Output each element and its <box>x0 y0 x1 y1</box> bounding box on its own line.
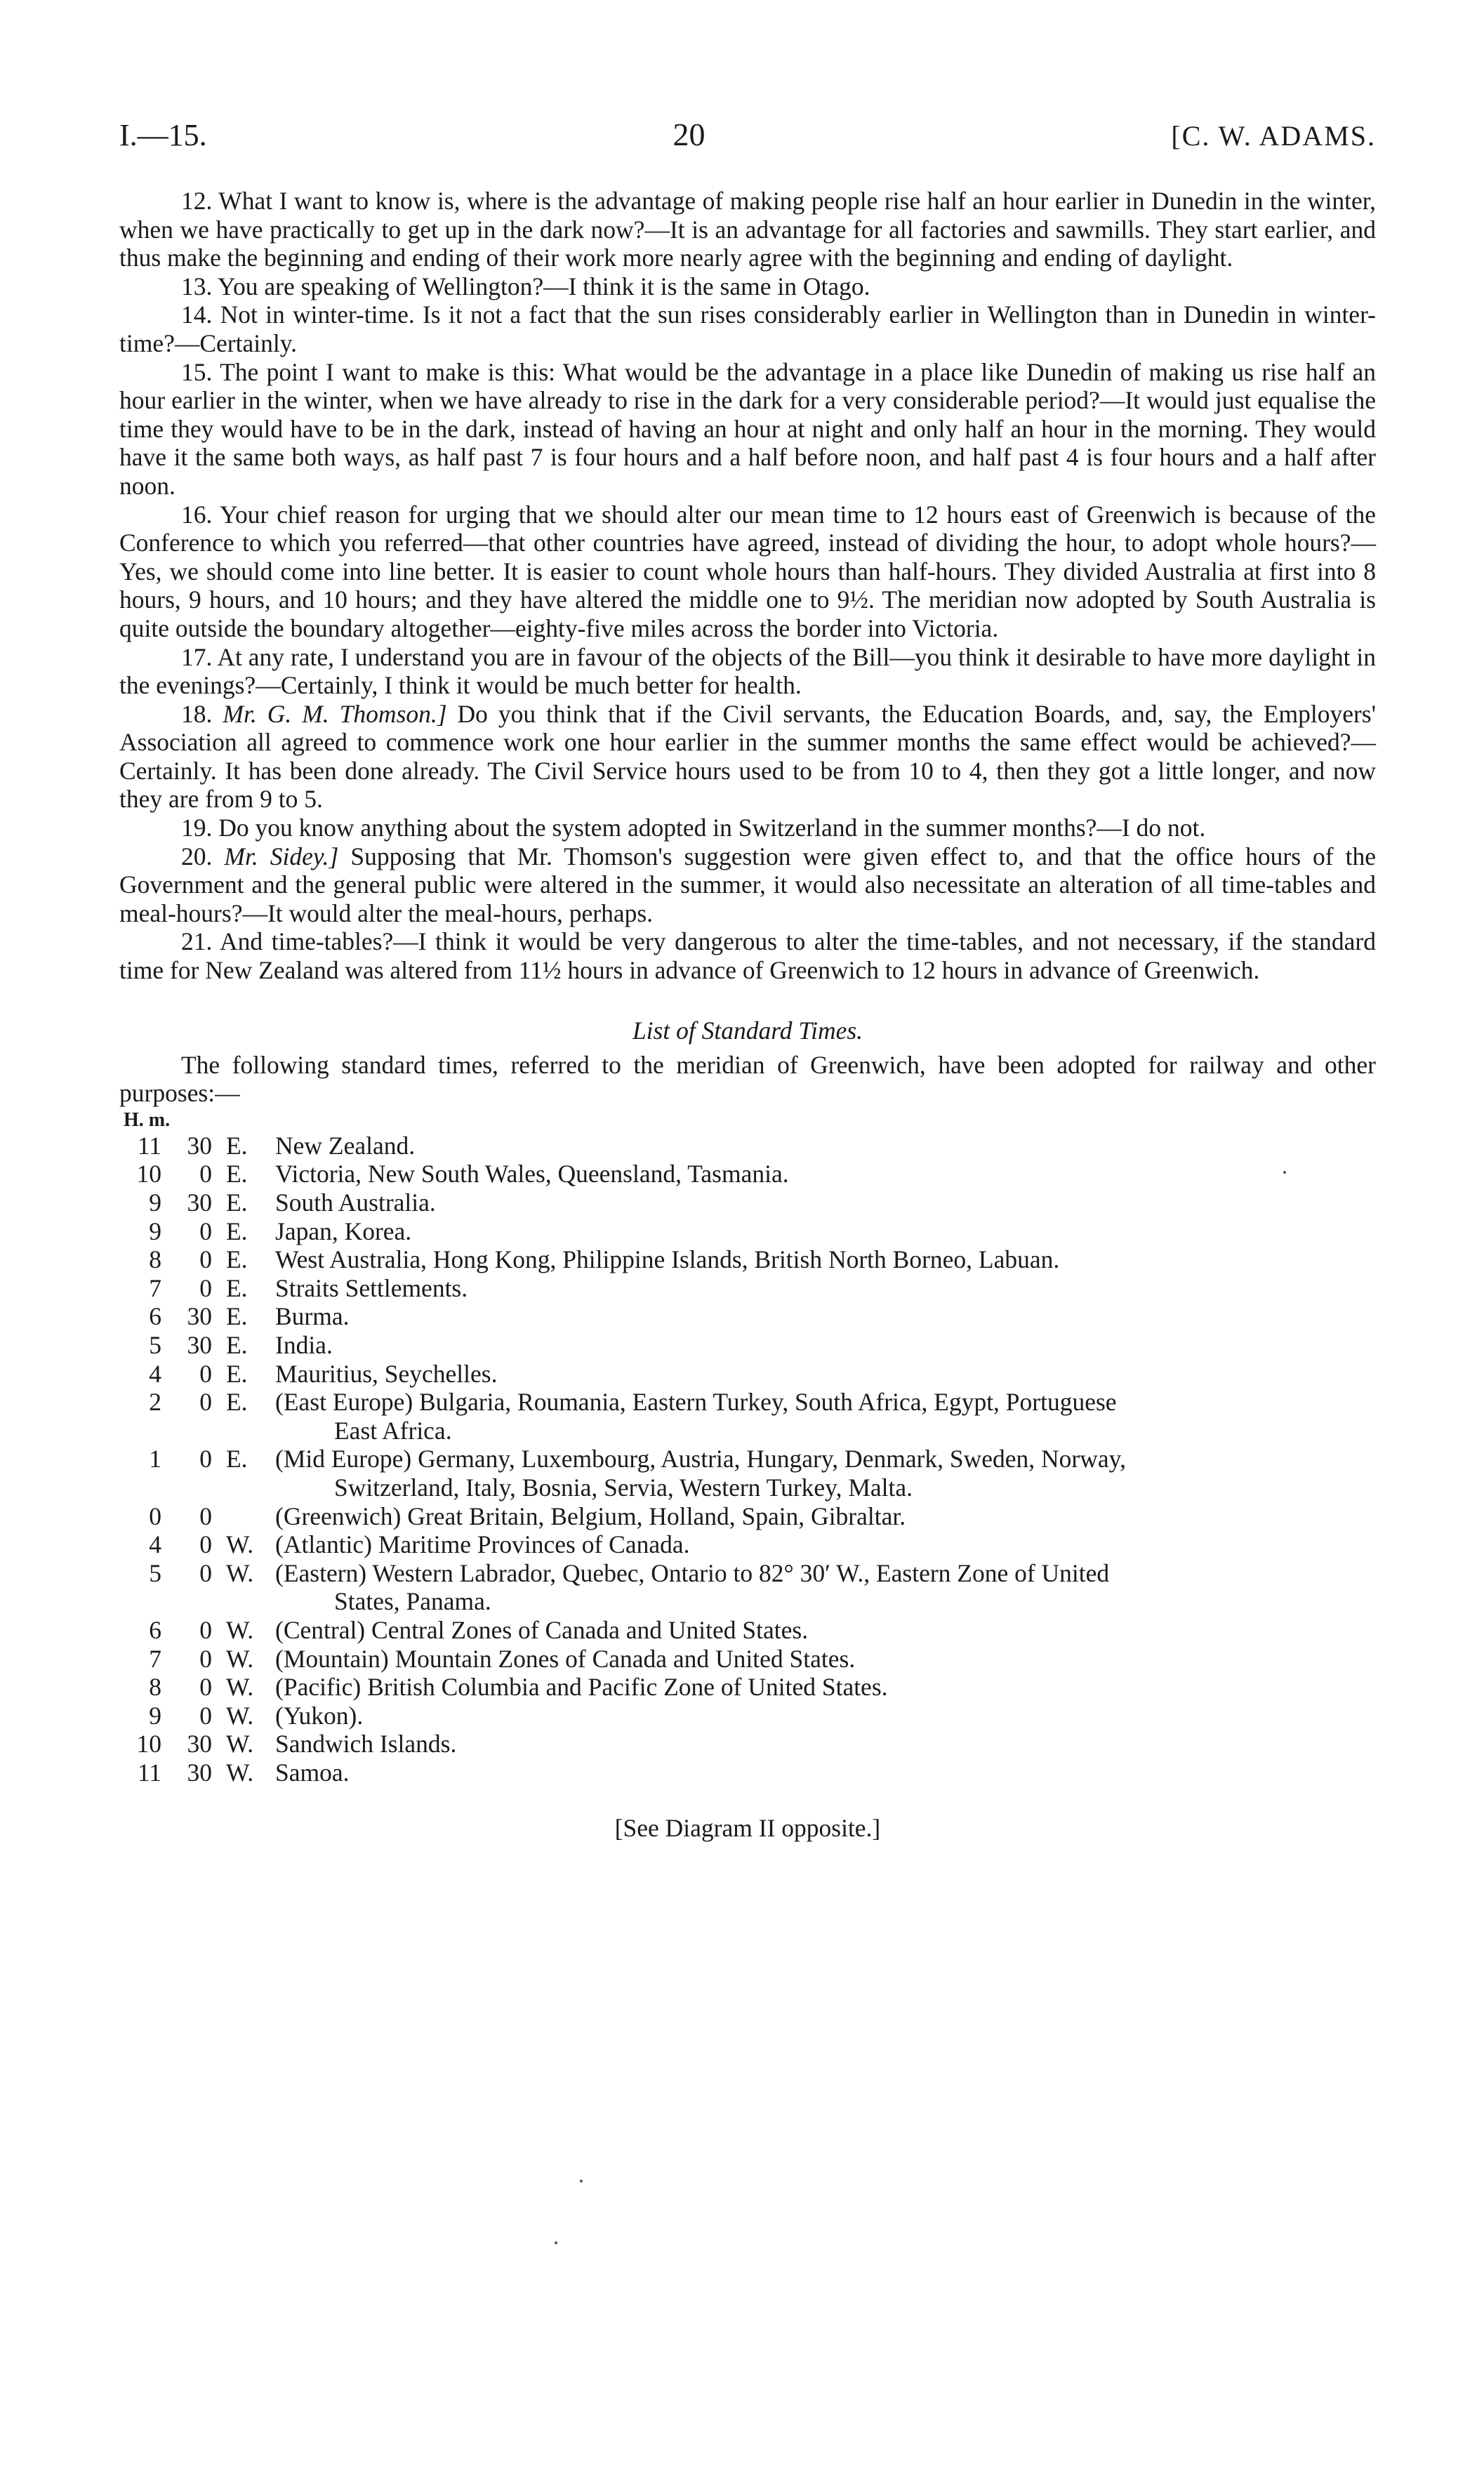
hours-value: 10 <box>136 1160 161 1188</box>
minutes-value: 30 <box>187 1730 212 1758</box>
direction-value: W. <box>226 1558 254 1587</box>
minutes-value: 0 <box>199 1160 212 1188</box>
places-value: (East Europe) Bulgaria, Roumania, Eastern Turkey, South Africa, Egypt, Portuguese <box>275 1388 1117 1417</box>
places-value: India. <box>275 1330 333 1359</box>
places-value: Burma. <box>275 1302 350 1331</box>
row-indent <box>119 1417 275 1445</box>
places-value: (Yukon). <box>275 1701 364 1730</box>
standard-times-table <box>119 1109 1376 1787</box>
places-value: Victoria, New South Wales, Queensland, Tasmania. <box>275 1160 789 1188</box>
direction-value: E. <box>226 1131 248 1160</box>
hours-value: 9 <box>149 1188 161 1217</box>
places-value: (Pacific) British Columbia and Pacific Zone of United States. <box>275 1673 888 1702</box>
hours-value: 11 <box>137 1131 161 1160</box>
table-row <box>119 1132 1376 1160</box>
direction-value: E. <box>226 1302 248 1331</box>
direction-value: E. <box>226 1359 248 1388</box>
witness-name: [C. W. ADAMS. <box>1171 120 1376 152</box>
page-header <box>119 116 1376 153</box>
table-header: H. m. <box>124 1108 171 1131</box>
paragraph-20 <box>119 842 1376 928</box>
hours-value: 6 <box>149 1302 161 1331</box>
hours-value: 8 <box>149 1673 161 1702</box>
minutes-value: 0 <box>199 1273 212 1302</box>
hours-value: 4 <box>149 1359 161 1388</box>
minutes-value: 30 <box>187 1131 212 1160</box>
places-value: (Mountain) Mountain Zones of Canada and United States. <box>275 1644 856 1673</box>
direction-value: W. <box>226 1615 254 1644</box>
paragraph-20-number: 20. <box>181 842 213 870</box>
places-value: (Atlantic) Maritime Provinces of Canada. <box>275 1530 690 1559</box>
hours-value: 9 <box>149 1701 161 1730</box>
table-row <box>119 1730 1376 1758</box>
hours-value: 7 <box>149 1644 161 1673</box>
direction-value: E. <box>226 1245 248 1274</box>
table-row <box>119 1616 1376 1645</box>
hours-value: 7 <box>149 1273 161 1302</box>
places-value: Japan, Korea. <box>275 1217 412 1245</box>
places-value: Sandwich Islands. <box>275 1730 457 1758</box>
direction-value: W. <box>226 1701 254 1730</box>
minutes-value: 0 <box>199 1217 212 1245</box>
row-indent <box>119 1473 275 1502</box>
table-row <box>119 1160 1376 1188</box>
document-reference: I.—15. <box>119 118 207 152</box>
minutes-value: 0 <box>199 1359 212 1388</box>
page-number: 20 <box>673 117 705 152</box>
direction-value: W. <box>226 1673 254 1702</box>
places-value: Samoa. <box>275 1758 350 1787</box>
places-continuation: States, Panama. <box>334 1587 491 1616</box>
places-value: New Zealand. <box>275 1131 416 1160</box>
document-page <box>119 116 1376 1843</box>
print-speck <box>1283 1171 1286 1174</box>
minutes-value: 0 <box>199 1558 212 1587</box>
direction-value: E. <box>226 1217 248 1245</box>
minutes-value: 30 <box>187 1302 212 1331</box>
places-value: South Australia. <box>275 1188 436 1217</box>
speaker-thomson: Mr. G. M. Thomson.] <box>223 699 447 728</box>
direction-value: E. <box>226 1188 248 1217</box>
paragraph-18 <box>119 700 1376 814</box>
direction-value: E. <box>226 1445 248 1473</box>
speaker-sidey: Mr. Sidey.] <box>224 842 339 870</box>
paragraph-18-text: Do you think that if the Civil servants, the Education Boards, and, say, the Employers' Association all agreed to commence work one hour earlier in the summer months the same effect would be achieved?—Certainly. It has been done already. The Civil Service hours used to be from 10 to 4, then they got a little longer, and now they are from 9 to 5. <box>119 699 1376 814</box>
minutes-value: 0 <box>199 1445 212 1473</box>
hours-value: 2 <box>149 1388 161 1417</box>
paragraph-19: 19. Do you know anything about the system adopted in Switzerland in the summer months?—I do not. <box>181 814 1206 842</box>
hours-value: 5 <box>149 1558 161 1587</box>
table-row <box>119 1445 1376 1502</box>
paragraph-14: 14. Not in winter-time. Is it not a fact that the sun rises considerably earlier in Wellington than in Dunedin in winter-time?—Certainly. <box>119 300 1376 357</box>
table-row <box>119 1758 1376 1787</box>
hours-value: 1 <box>149 1445 161 1473</box>
section-title: List of Standard Times. <box>632 1016 863 1045</box>
paragraph-17: 17. At any rate, I understand you are in favour of the objects of the Bill—you think it desirable to have more daylight in the evenings?—Certainly, I think it would be much better for health. <box>119 642 1376 700</box>
paragraph-16: 16. Your chief reason for urging that we should alter our mean time to 12 hours east of Greenwich is because of the Conference to which you referred—that other countries have agreed, instead of dividing the hour, to adopt whole hours?—Yes, we should come into line better. It is easier to count whole hours than half-hours. They divided Australia at first into 8 hours, 9 hours, and 10 hours; and they have altered the middle one to 9½. The meridian now adopted by South Australia is quite outside the boundary altogether—eighty-five miles across the border into Victoria. <box>119 500 1376 642</box>
direction-value: E. <box>226 1273 248 1302</box>
print-speck <box>580 2180 583 2182</box>
places-value: (Eastern) Western Labrador, Quebec, Ontario to 82° 30′ W., Eastern Zone of United <box>275 1558 1110 1587</box>
paragraph-18-number: 18. <box>181 699 213 728</box>
table-row <box>119 1702 1376 1730</box>
minutes-value: 0 <box>199 1644 212 1673</box>
paragraph-15: 15. The point I want to make is this: What would be the advantage in a place like Dunedin of making us rise half an hour earlier in the winter, when we have already to rise in the dark for a very considerable period?—It would just equalise the time they would have to be in the dark, instead of having an hour at night and only half an hour in the morning. They would have it the same both ways, as half past 7 is four hours and a half before noon, and half past 4 is four hours and a half after noon. <box>119 357 1376 500</box>
places-value: Mauritius, Seychelles. <box>275 1359 498 1388</box>
direction-value: E. <box>226 1330 248 1359</box>
paragraph-13: 13. You are speaking of Wellington?—I think it is the same in Otago. <box>181 272 870 300</box>
minutes-value: 0 <box>199 1615 212 1644</box>
places-continuation: East Africa. <box>334 1416 452 1445</box>
table-row <box>119 1331 1376 1360</box>
hours-value: 5 <box>149 1330 161 1359</box>
paragraph-12: 12. What I want to know is, where is the advantage of making people rise half an hour earlier in Dunedin in the winter, when we have practically to get up in the dark now?—It is an advantage for all factories and sawmills. They start earlier, and thus make the beginning and ending of their work more nearly agree with the beginning and ending of daylight. <box>119 187 1376 272</box>
minutes-value: 30 <box>187 1188 212 1217</box>
minutes-value: 0 <box>199 1502 212 1530</box>
table-row <box>119 1559 1376 1616</box>
table-row <box>119 1245 1376 1274</box>
direction-value <box>212 1502 275 1531</box>
minutes-value: 30 <box>187 1758 212 1787</box>
paragraph-20-text: Supposing that Mr. Thomson's suggestion were given effect to, and that the office hours of the Government and the general public were altered in the summer, it would also necessitate an alteration of all time-tables and meal-hours?—It would alter the meal-hours, perhaps. <box>119 842 1377 927</box>
table-row <box>119 1217 1376 1246</box>
direction-value: E. <box>226 1160 248 1188</box>
hours-value: 10 <box>136 1730 161 1758</box>
direction-value: W. <box>226 1530 254 1559</box>
hours-value: 6 <box>149 1615 161 1644</box>
places-value: (Central) Central Zones of Canada and United States. <box>275 1615 809 1644</box>
minutes-value: 0 <box>199 1530 212 1559</box>
minutes-value: 0 <box>199 1701 212 1730</box>
places-value: (Mid Europe) Germany, Luxembourg, Austria, Hungary, Denmark, Sweden, Norway, <box>275 1445 1126 1473</box>
print-speck <box>555 2241 557 2244</box>
table-row <box>119 1673 1376 1702</box>
places-value: Straits Settlements. <box>275 1273 468 1302</box>
table-row <box>119 1645 1376 1674</box>
table-row <box>119 1502 1376 1531</box>
table-row <box>119 1302 1376 1331</box>
hours-value: 11 <box>137 1758 161 1787</box>
hours-value: 9 <box>149 1217 161 1245</box>
table-row <box>119 1188 1376 1217</box>
places-value: (Greenwich) Great Britain, Belgium, Holland, Spain, Gibraltar. <box>275 1502 906 1530</box>
table-rows <box>119 1132 1376 1787</box>
row-indent <box>119 1587 275 1616</box>
table-row <box>119 1274 1376 1303</box>
minutes-value: 0 <box>199 1673 212 1702</box>
direction-value: W. <box>226 1730 254 1758</box>
diagram-reference: [See Diagram II opposite.] <box>614 1814 881 1843</box>
places-continuation: Switzerland, Italy, Bosnia, Servia, Western Turkey, Malta. <box>334 1473 913 1502</box>
table-row <box>119 1360 1376 1389</box>
hours-value: 0 <box>149 1502 161 1530</box>
minutes-value: 30 <box>187 1330 212 1359</box>
minutes-value: 0 <box>199 1388 212 1417</box>
direction-value: E. <box>226 1388 248 1417</box>
paragraph-21: 21. And time-tables?—I think it would be very dangerous to alter the time-tables, and not necessary, if the standard time for New Zealand was altered from 11½ hours in advance of Greenwich to 12 hours in advance of Greenwich. <box>119 927 1376 985</box>
direction-value: W. <box>226 1644 254 1673</box>
table-row <box>119 1530 1376 1559</box>
hours-value: 8 <box>149 1245 161 1274</box>
direction-value: W. <box>226 1758 254 1787</box>
hours-value: 4 <box>149 1530 161 1559</box>
minutes-value: 0 <box>199 1245 212 1274</box>
places-value: West Australia, Hong Kong, Philippine Islands, British North Borneo, Labuan. <box>275 1245 1060 1274</box>
table-row <box>119 1388 1376 1445</box>
table-intro: The following standard times, referred to the meridian of Greenwich, have been adopted for railway and other purposes:— <box>119 1050 1376 1108</box>
evidence-text <box>119 187 1376 985</box>
